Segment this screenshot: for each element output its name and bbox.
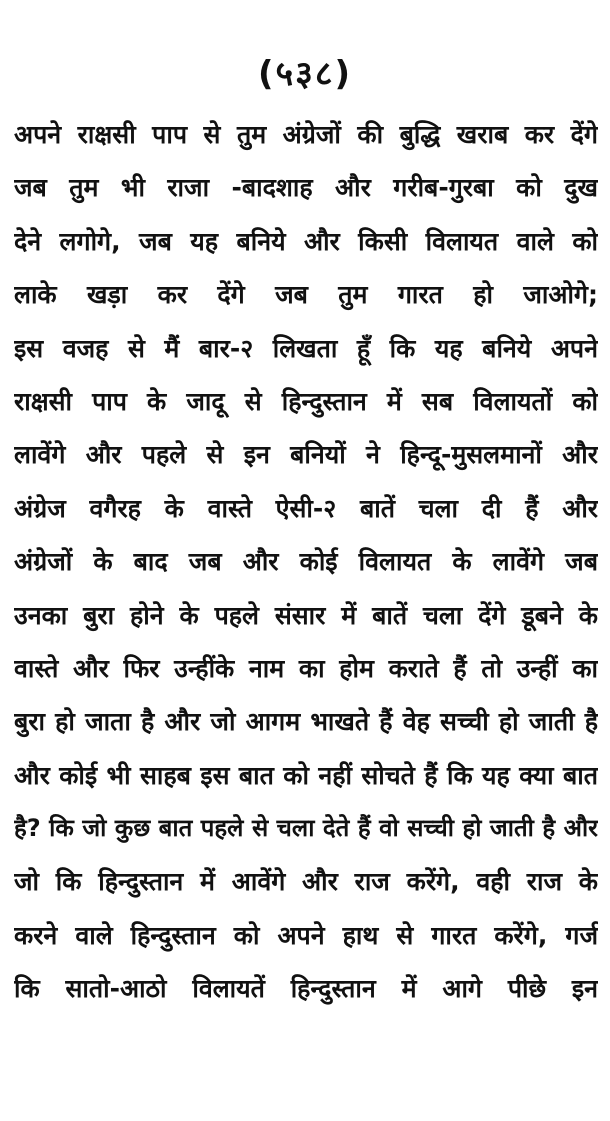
text-line-12: बुरा हो जाता है और जो आगम भाखते हैं वेह सच्ची हो जाती है: [14, 707, 598, 737]
text-line-5: इस वजह से मैं बार-२ लिखता हूँ कि यह बनिये अपने: [14, 333, 598, 363]
text-line-6: राक्षसी पाप के जादू से हिन्दुस्तान में सब विलायतों को: [14, 386, 598, 416]
text-line-7: लावेंगे और पहले से इन बनियों ने हिन्दू-मुसलमानों और: [14, 440, 598, 470]
text-line-16: करने वाले हिन्दुस्तान को अपने हाथ से गारत करेंगे, गर्ज: [14, 920, 598, 950]
page-number: (५३८): [257, 54, 353, 94]
text-line-17: कि सातो-आठो विलायतें हिन्दुस्तान में आगे पीछे इन: [14, 974, 598, 1004]
text-line-8: अंग्रेज वगैरह के वास्ते ऐसी-२ बातें चला दी हैं और: [14, 493, 598, 523]
text-line-11: वास्ते और फिर उन्हींके नाम का होम कराते हैं तो उन्हीं का: [14, 653, 598, 683]
text-line-1: अपने राक्षसी पाप से तुम अंग्रेजों की बुद्धि खराब कर देंगे: [14, 120, 598, 149]
text-line-9: अंग्रेजों के बाद जब और कोई विलायत के लावेंगे जब: [14, 547, 598, 577]
text-line-3: देने लगोगे, जब यह बनिये और किसी विलायत वाले को: [14, 226, 598, 256]
text-line-13: और कोई भी साहब इस बात को नहीं सोचते हैं कि यह क्या बात: [14, 760, 598, 790]
text-line-15: जो कि हिन्दुस्तान में आवेंगे और राज करेंगे, वही राज के: [14, 867, 598, 897]
text-line-2: जब तुम भी राजा -बादशाह और गरीब-गुरबा को दुख: [14, 173, 598, 203]
body-text: [14, 108, 598, 1016]
text-line-10: उनका बुरा होने के पहले संसार में बातें चला देंगे डूबने के: [14, 600, 598, 630]
text-line-14: है? कि जो कुछ बात पहले से चला देते हैं वो सच्ची हो जाती है और: [14, 814, 598, 843]
text-line-4: लाके खड़ा कर देंगे जब तुम गारत हो जाओगे;: [14, 280, 598, 310]
